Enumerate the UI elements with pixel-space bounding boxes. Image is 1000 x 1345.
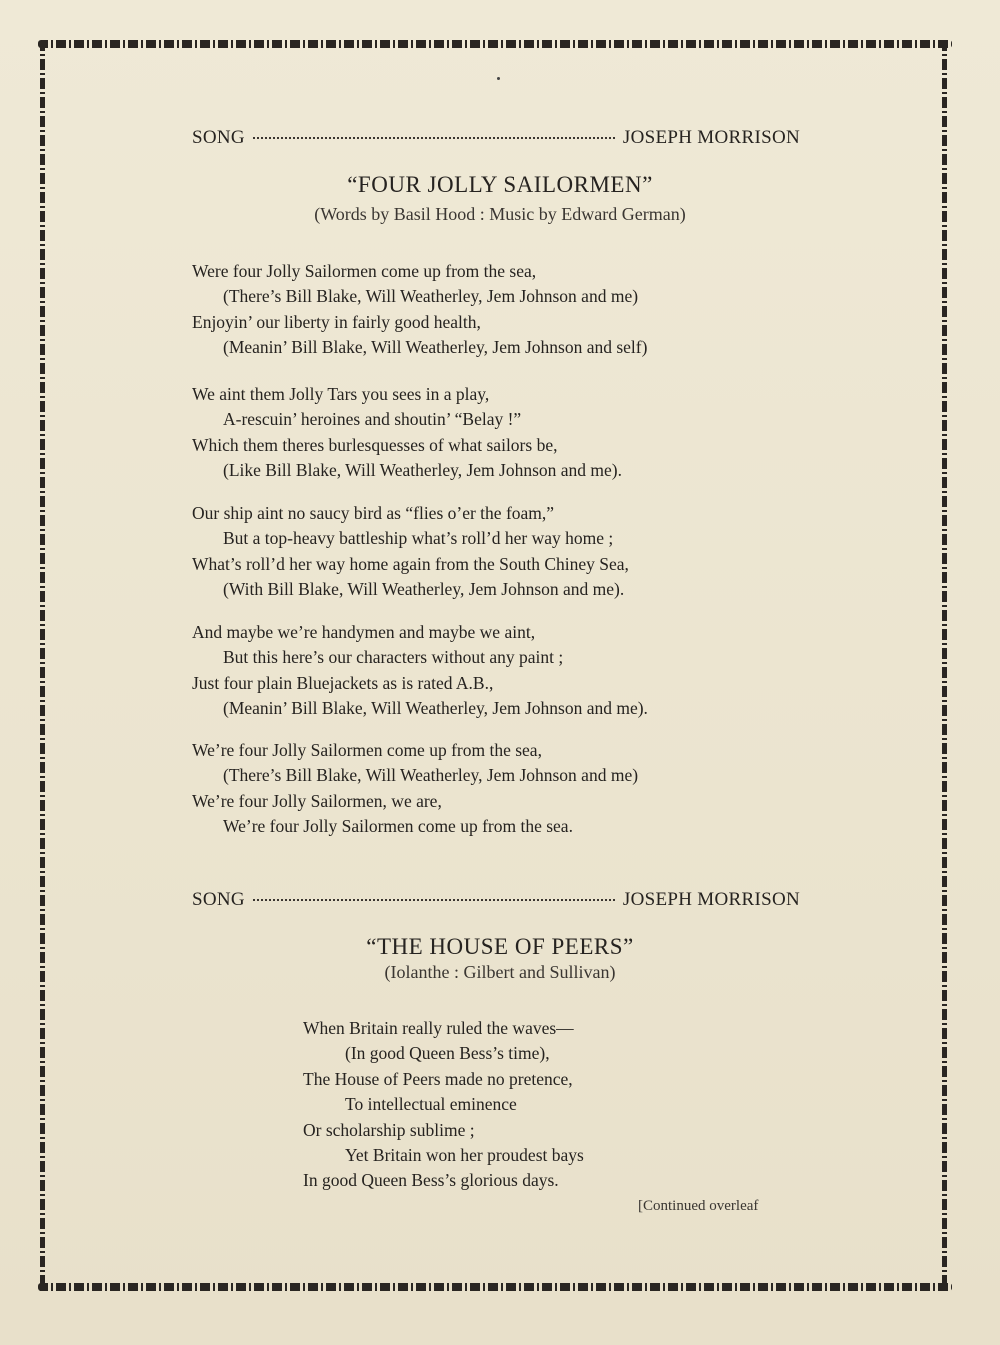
stanza-5 xyxy=(192,738,812,840)
song-1-heading xyxy=(192,127,800,149)
lyric-line: But a top-heavy battleship what’s roll’d her way home ; xyxy=(223,528,614,549)
rope-border-top xyxy=(38,40,952,48)
lyric-line: Our ship aint no saucy bird as “flies o’er the foam,” xyxy=(192,503,555,523)
song-2-performer: JOSEPH MORRISON xyxy=(622,889,800,910)
lyric-line: In good Queen Bess’s glorious days. xyxy=(303,1170,559,1191)
print-mark xyxy=(497,77,500,80)
lyric-line: Just four plain Bluejackets as is rated A.B., xyxy=(192,672,494,693)
song-2-label: SONG xyxy=(192,889,245,910)
rope-border-bottom xyxy=(38,1283,952,1291)
lyric-line: Yet Britain won her proudest bays xyxy=(345,1145,584,1166)
lyric-line: The House of Peers made no pretence, xyxy=(303,1068,573,1089)
song-1-performer: JOSEPH MORRISON xyxy=(622,127,800,148)
stanza-4 xyxy=(192,620,812,722)
lyric-line: We aint them Jolly Tars you sees in a play, xyxy=(192,384,490,404)
song-2-lyrics xyxy=(303,1016,723,1194)
song-1-label: SONG xyxy=(192,127,245,148)
lyric-line: When Britain really ruled the waves— xyxy=(303,1018,574,1038)
lyric-line: We’re four Jolly Sailormen come up from the sea, xyxy=(192,740,542,760)
song-1-title: “FOUR JOLLY SAILORMEN” xyxy=(347,172,653,197)
lyric-line: (With Bill Blake, Will Weatherley, Jem Johnson and me). xyxy=(223,579,625,600)
leader-dots xyxy=(253,899,615,901)
rope-border-left xyxy=(40,40,45,1294)
leader-dots xyxy=(253,137,615,139)
rope-border-right xyxy=(942,40,947,1294)
lyric-line: Were four Jolly Sailormen come up from the sea, xyxy=(192,261,537,281)
lyric-line: Which them theres burlesquesses of what sailors be, xyxy=(192,434,558,455)
lyric-line: But this here’s our characters without any paint ; xyxy=(223,647,564,668)
stanza-3 xyxy=(192,501,812,603)
lyric-line: (There’s Bill Blake, Will Weatherley, Jem Johnson and me) xyxy=(223,765,639,786)
song-1-credits: (Words by Basil Hood : Music by Edward German) xyxy=(314,204,686,224)
lyric-line: We’re four Jolly Sailormen, we are, xyxy=(192,790,442,811)
lyric-line: (Meanin’ Bill Blake, Will Weatherley, Jem Johnson and me). xyxy=(223,698,648,719)
lyric-line: (In good Queen Bess’s time), xyxy=(345,1043,550,1064)
song-2-credits: (Iolanthe : Gilbert and Sullivan) xyxy=(384,962,616,982)
stanza-1 xyxy=(192,259,812,361)
song-2-title: “THE HOUSE OF PEERS” xyxy=(366,934,634,959)
lyric-line: (There’s Bill Blake, Will Weatherley, Jem Johnson and me) xyxy=(223,286,639,307)
lyric-line: To intellectual eminence xyxy=(345,1094,517,1115)
continued-note: [Continued overleaf xyxy=(638,1198,759,1214)
lyric-line: What’s roll’d her way home again from the South Chiney Sea, xyxy=(192,553,629,574)
lyric-line: And maybe we’re handymen and maybe we aint, xyxy=(192,622,536,642)
lyric-line: (Like Bill Blake, Will Weatherley, Jem Johnson and me). xyxy=(223,460,623,481)
stanza-2 xyxy=(192,382,812,484)
lyric-line: (Meanin’ Bill Blake, Will Weatherley, Jem Johnson and self) xyxy=(223,337,648,358)
lyric-line: Enjoyin’ our liberty in fairly good health, xyxy=(192,311,481,332)
lyric-line: We’re four Jolly Sailormen come up from the sea. xyxy=(223,816,573,837)
song-2-heading xyxy=(192,889,800,911)
lyric-line: A-rescuin’ heroines and shoutin’ “Belay !” xyxy=(223,409,522,430)
lyric-line: Or scholarship sublime ; xyxy=(303,1119,475,1140)
